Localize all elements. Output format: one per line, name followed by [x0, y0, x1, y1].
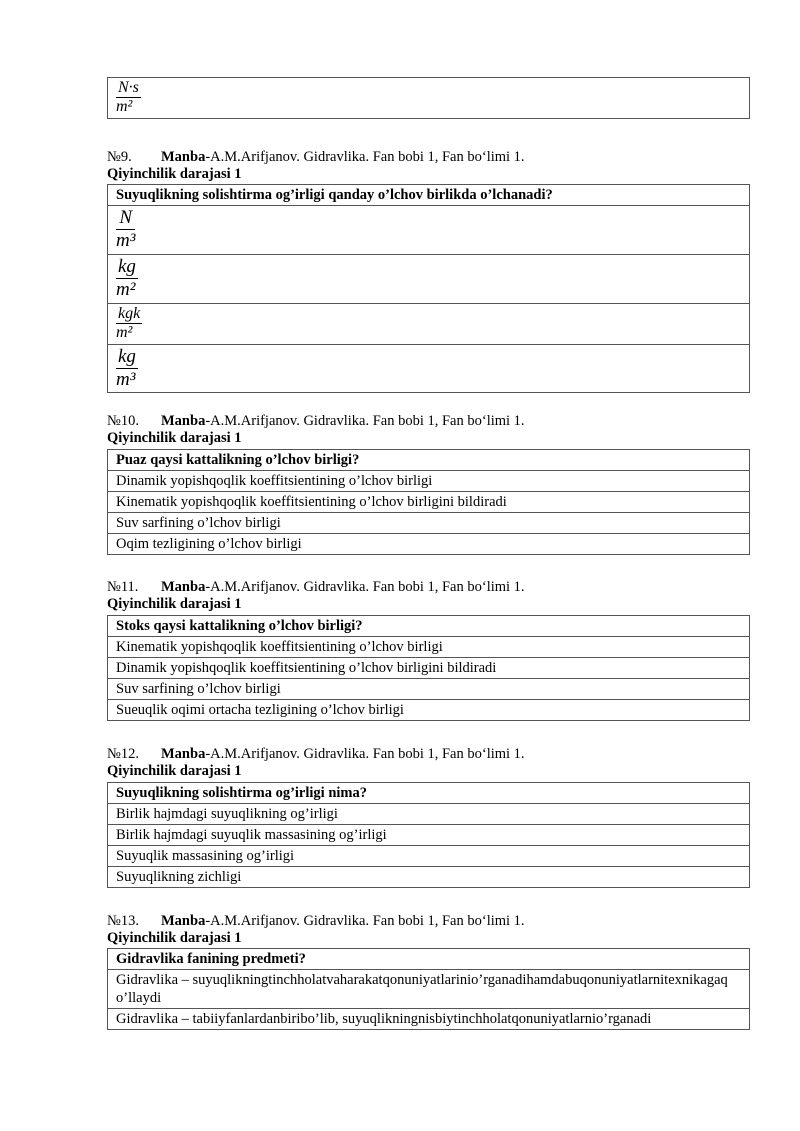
answer-option [108, 345, 750, 393]
question-text: Suyuqlikning solishtirma og’irligi qanday o’lchov birlikda o’lchanadi? [108, 185, 750, 206]
question-header-10: №10. Manba-A.M.Arifjanov. Gidravlika. Fan bobi 1, Fan bo‘limi 1. Qiyinchilik darajasi 1 [107, 413, 525, 446]
answer-option: Suv sarfining o’lchov birligi [108, 513, 750, 534]
question-text: Stoks qaysi kattalikning o’lchov birligi? [108, 616, 750, 637]
question-table-13 [107, 948, 750, 1030]
answer-option: Suv sarfining o’lchov birligi [108, 679, 750, 700]
answer-option [108, 255, 750, 304]
fraction: $\frac{kg}{\text{m²}}$ [116, 256, 136, 300]
answer-option: Birlik hajmdagi suyuqlik massasining og’irligi [108, 825, 750, 846]
question-table-11 [107, 615, 750, 721]
previous-question-tail [107, 77, 750, 119]
fraction: $\frac{\text{kgk}}{\text{m²}}$ [116, 305, 141, 341]
answer-option: Kinematik yopishqoqlik koeffitsientining o’lchov birligini bildiradi [108, 492, 750, 513]
answer-option: Suyuqlikning zichligi [108, 867, 750, 888]
question-header-11: №11. Manba-A.M.Arifjanov. Gidravlika. Fan bobi 1, Fan bo‘limi 1. Qiyinchilik darajasi 1 [107, 579, 525, 612]
answer-option: Sueuqlik oqimi ortacha tezligining o’lchov birligi [108, 700, 750, 721]
answer-option: Dinamik yopishqoqlik koeffitsientining o’lchov birligi [108, 471, 750, 492]
fraction: $\frac{N\cdot s}{\text{m²}}$ [116, 79, 139, 115]
question-header-12: №12. Manba-A.M.Arifjanov. Gidravlika. Fan bobi 1, Fan bo‘limi 1. Qiyinchilik darajasi 1 [107, 746, 525, 779]
question-table-12 [107, 782, 750, 888]
question-header-13: №13. Manba-A.M.Arifjanov. Gidravlika. Fan bobi 1, Fan bo‘limi 1. Qiyinchilik darajasi 1 [107, 913, 525, 946]
question-text: Gidravlika fanining predmeti? [108, 949, 750, 970]
answer-option: Suyuqlik massasining og’irligi [108, 846, 750, 867]
answer-option: Oqim tezligining o’lchov birligi [108, 534, 750, 555]
answer-option: Birlik hajmdagi suyuqlikning og’irligi [108, 804, 750, 825]
fraction: $\frac{kg}{\text{m³}}$ [116, 346, 136, 390]
answer-option: Dinamik yopishqoqlik koeffitsientining o’lchov birligini bildiradi [108, 658, 750, 679]
question-table-9 [107, 184, 750, 393]
answer-option [108, 304, 750, 345]
answer-option [108, 206, 750, 255]
fraction: $\frac{N}{\text{m³}}$ [116, 207, 136, 251]
question-text: Puaz qaysi kattalikning o’lchov birligi? [108, 450, 750, 471]
question-text: Suyuqlikning solishtirma og’irligi nima? [108, 783, 750, 804]
answer-option: Gidravlika – suyuqlikningtinchholatvaharakatqonuniyatlarinio’rganadihamdabuqonuniyatlarnitexnikagaqo’llaydi [108, 970, 750, 1009]
answer-option [108, 78, 750, 119]
answer-option: Kinematik yopishqoqlik koeffitsientining o’lchov birligi [108, 637, 750, 658]
question-table-10 [107, 449, 750, 555]
answer-option: Gidravlika – tabiiyfanlardanbiribo’lib, suyuqlikningnisbiytinchholatqonuniyatlarnio’rganadi [108, 1009, 750, 1030]
question-header-9: №9. Manba-A.M.Arifjanov. Gidravlika. Fan bobi 1, Fan bo‘limi 1. Qiyinchilik darajasi 1 [107, 149, 525, 182]
